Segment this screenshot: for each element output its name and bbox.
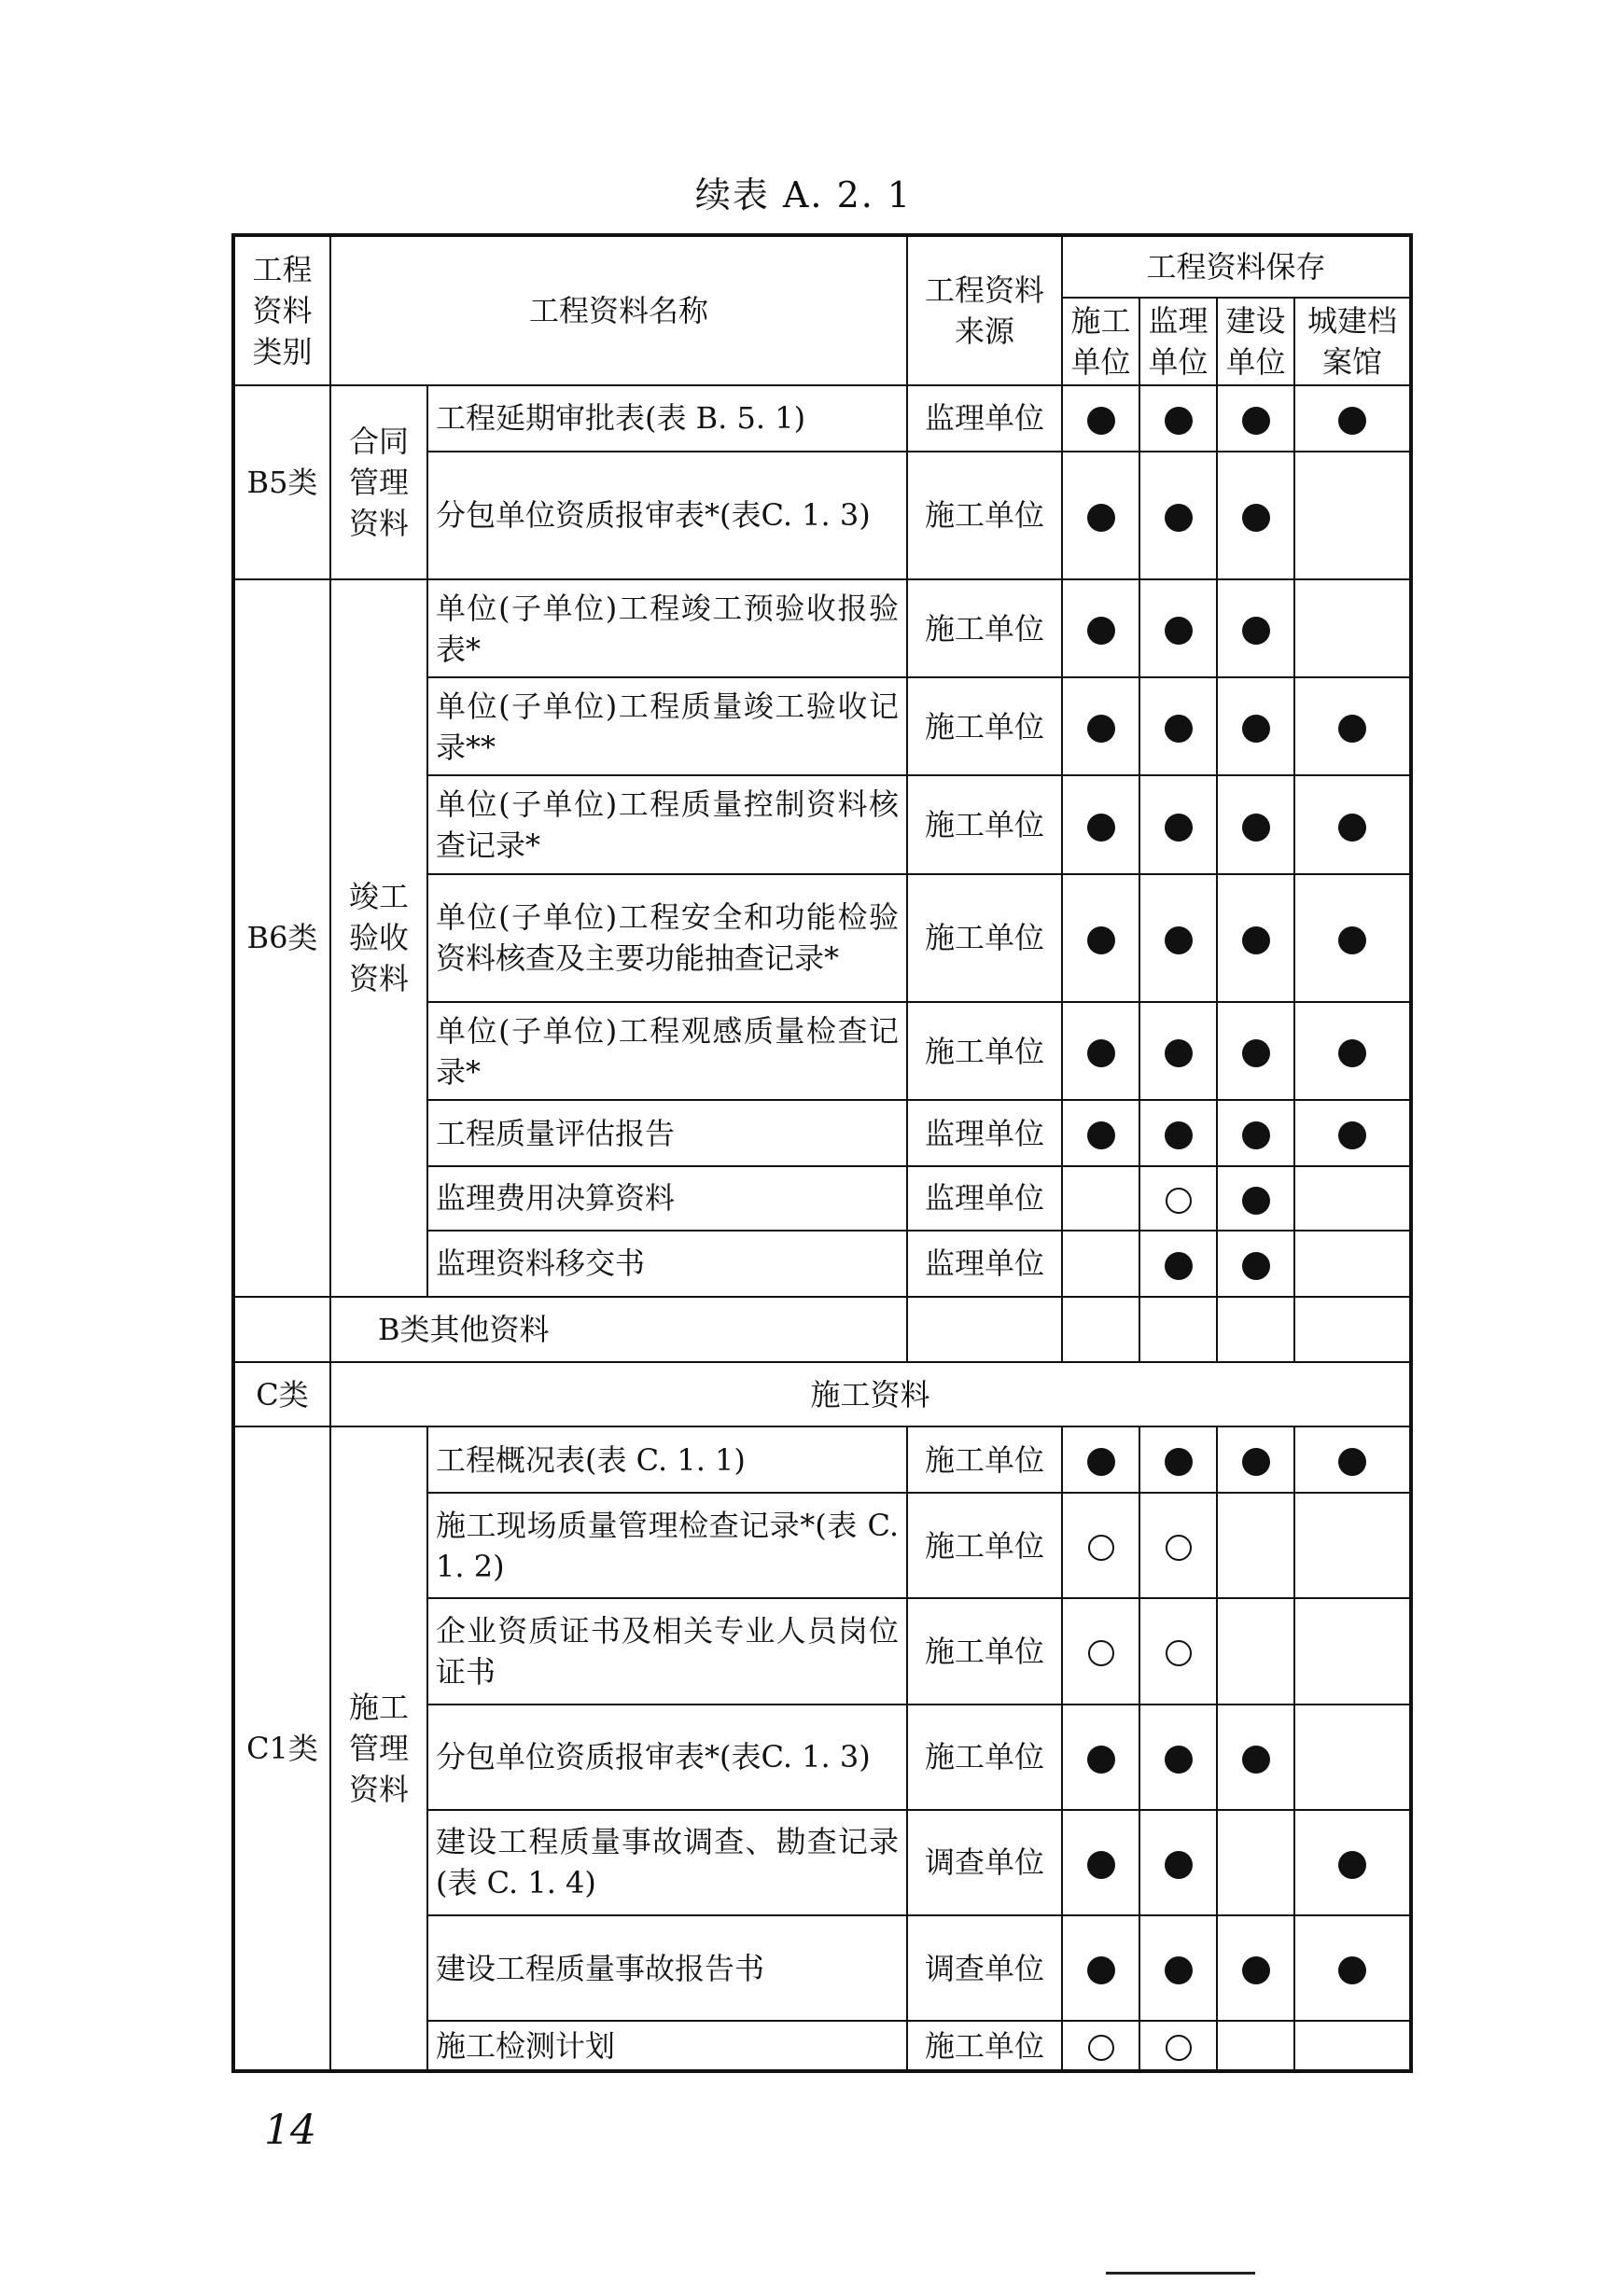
filled-circle-icon: [1165, 1039, 1193, 1067]
mark-cell-owner: [1217, 1598, 1294, 1704]
mark-cell-archive: [1294, 1493, 1411, 1598]
source-cell: 施工单位: [907, 579, 1062, 677]
filled-circle-icon: [1087, 715, 1115, 743]
mark-cell-owner: [1217, 1231, 1294, 1297]
mark-cell-supervision: [1139, 2021, 1217, 2071]
document-name-cell: 工程概况表(表 C. 1. 1): [427, 1426, 907, 1493]
source-cell: 施工单位: [907, 452, 1062, 580]
filled-circle-icon: [1087, 1039, 1115, 1067]
mark-cell-owner: [1217, 1915, 1294, 2021]
category-c: C类: [233, 1362, 330, 1426]
mark-cell-construction: [1062, 1002, 1139, 1100]
document-name-cell: 工程延期审批表(表 B. 5. 1): [427, 385, 907, 452]
filled-circle-icon: [1242, 814, 1270, 842]
mark-cell-construction: [1062, 385, 1139, 452]
filled-circle-icon: [1165, 715, 1193, 743]
subcategory-b6: 竣工验收资料: [330, 579, 427, 1297]
mark-cell-construction: [1062, 1705, 1139, 1810]
filled-circle-icon: [1165, 814, 1193, 842]
mark-cell-owner: [1217, 1002, 1294, 1100]
mark-cell-construction: [1062, 452, 1139, 580]
category-c1: C1类: [233, 1426, 330, 2071]
filled-circle-icon: [1338, 715, 1366, 743]
filled-circle-icon: [1242, 1039, 1270, 1067]
header-col-supervision: 监理单位: [1139, 298, 1217, 385]
mark-cell-supervision: [1139, 1598, 1217, 1704]
document-name-cell: 建设工程质量事故报告书: [427, 1915, 907, 2021]
footer-rule: [1106, 2272, 1255, 2275]
mark-cell-owner: [1217, 1493, 1294, 1598]
document-name-cell: 单位(子单位)工程观感质量检查记录*: [427, 1002, 907, 1100]
mark-cell-archive: [1294, 1598, 1411, 1704]
mark-cell-supervision: [1139, 1426, 1217, 1493]
source-cell: 施工单位: [907, 1426, 1062, 1493]
mark-cell-archive: [1294, 1100, 1411, 1166]
filled-circle-icon: [1338, 1448, 1366, 1476]
filled-circle-icon: [1338, 926, 1366, 954]
filled-circle-icon: [1087, 504, 1115, 532]
document-name-cell: 单位(子单位)工程竣工预验收报验表*: [427, 579, 907, 677]
filled-circle-icon: [1242, 1187, 1270, 1215]
mark-cell-owner: [1217, 2021, 1294, 2071]
source-cell: 施工单位: [907, 1705, 1062, 1810]
source-cell: 监理单位: [907, 1166, 1062, 1231]
source-cell: 监理单位: [907, 385, 1062, 452]
mark-cell-construction: [1062, 1166, 1139, 1231]
mark-cell-supervision: [1139, 1002, 1217, 1100]
category-b5: B5类: [233, 385, 330, 579]
filled-circle-icon: [1087, 1851, 1115, 1879]
document-name-cell: 单位(子单位)工程安全和功能检验资料核查及主要功能抽查记录*: [427, 874, 907, 1003]
mark-cell-construction: [1062, 874, 1139, 1003]
mark-cell-owner: [1217, 775, 1294, 873]
mark-cell-construction: [1062, 1598, 1139, 1704]
hollow-circle-icon: [1088, 1535, 1114, 1561]
b-other-row: [233, 1297, 1411, 1363]
filled-circle-icon: [1242, 1121, 1270, 1149]
source-cell: 施工单位: [907, 2021, 1062, 2071]
category-b6: B6类: [233, 579, 330, 1297]
mark-cell-owner: [1217, 1166, 1294, 1231]
mark-cell-owner: [1217, 385, 1294, 452]
mark-cell-construction: [1062, 1810, 1139, 1915]
document-name-cell: 施工检测计划: [427, 2021, 907, 2071]
document-name-cell: 单位(子单位)工程质量控制资料核查记录*: [427, 775, 907, 873]
mark-cell-construction: [1062, 2021, 1139, 2071]
header-source: 工程资料来源: [907, 235, 1062, 385]
document-name-cell: 监理费用决算资料: [427, 1166, 907, 1231]
mark-cell-owner: [1217, 677, 1294, 775]
filled-circle-icon: [1242, 1448, 1270, 1476]
subcategory-b5: 合同管理资料: [330, 385, 427, 579]
table-caption: 续表 A. 2. 1: [694, 174, 913, 216]
mark-cell-owner: [1217, 579, 1294, 677]
filled-circle-icon: [1338, 1121, 1366, 1149]
mark-cell-owner: [1217, 874, 1294, 1003]
mark-cell-construction: [1062, 775, 1139, 873]
filled-circle-icon: [1165, 504, 1193, 532]
source-cell: 施工单位: [907, 775, 1062, 873]
filled-circle-icon: [1242, 407, 1270, 435]
mark-cell-supervision: [1139, 1810, 1217, 1915]
source-cell: 调查单位: [907, 1810, 1062, 1915]
mark-cell-archive: [1294, 1705, 1411, 1810]
filled-circle-icon: [1165, 926, 1193, 954]
mark-cell-archive: [1294, 1002, 1411, 1100]
source-cell: 施工单位: [907, 677, 1062, 775]
mark-cell-supervision: [1139, 1915, 1217, 2021]
filled-circle-icon: [1165, 617, 1193, 645]
document-name-cell: 工程质量评估报告: [427, 1100, 907, 1166]
mark-cell-supervision: [1139, 677, 1217, 775]
mark-cell-owner: [1217, 1426, 1294, 1493]
filled-circle-icon: [1165, 1252, 1193, 1280]
mark-cell-supervision: [1139, 775, 1217, 873]
source-cell: 施工单位: [907, 1598, 1062, 1704]
hollow-circle-icon: [1166, 2035, 1192, 2061]
c-section-title: 施工资料: [330, 1362, 1411, 1426]
mark-cell-archive: [1294, 1810, 1411, 1915]
mark-cell-owner: [1217, 1705, 1294, 1810]
hollow-circle-icon: [1088, 1640, 1114, 1666]
mark-cell-archive: [1294, 385, 1411, 452]
source-cell: 施工单位: [907, 874, 1062, 1003]
filled-circle-icon: [1087, 1746, 1115, 1774]
filled-circle-icon: [1242, 1252, 1270, 1280]
filled-circle-icon: [1165, 1851, 1193, 1879]
filled-circle-icon: [1165, 407, 1193, 435]
filled-circle-icon: [1338, 814, 1366, 842]
filled-circle-icon: [1087, 1956, 1115, 1984]
mark-cell-supervision: [1139, 1493, 1217, 1598]
header-storage: 工程资料保存: [1062, 235, 1411, 298]
filled-circle-icon: [1087, 407, 1115, 435]
page-number: 14: [264, 2107, 316, 2154]
filled-circle-icon: [1338, 1851, 1366, 1879]
document-name-cell: 施工现场质量管理检查记录*(表 C. 1. 2): [427, 1493, 907, 1598]
filled-circle-icon: [1087, 814, 1115, 842]
document-name-cell: 分包单位资质报审表*(表C. 1. 3): [427, 452, 907, 580]
document-name-cell: 分包单位资质报审表*(表C. 1. 3): [427, 1705, 907, 1810]
mark-cell-supervision: [1139, 1166, 1217, 1231]
mark-cell-construction: [1062, 677, 1139, 775]
hollow-circle-icon: [1088, 2035, 1114, 2061]
filled-circle-icon: [1242, 617, 1270, 645]
archive-table: [231, 233, 1413, 2073]
filled-circle-icon: [1338, 407, 1366, 435]
mark-cell-archive: [1294, 677, 1411, 775]
document-name-cell: 单位(子单位)工程质量竣工验收记录**: [427, 677, 907, 775]
filled-circle-icon: [1087, 1448, 1115, 1476]
subcategory-c1: 施工管理资料: [330, 1426, 427, 2071]
filled-circle-icon: [1242, 926, 1270, 954]
mark-cell-archive: [1294, 452, 1411, 580]
mark-cell-archive: [1294, 1426, 1411, 1493]
source-cell: 调查单位: [907, 1915, 1062, 2021]
mark-cell-archive: [1294, 775, 1411, 873]
table-row: [233, 579, 1411, 677]
filled-circle-icon: [1165, 1746, 1193, 1774]
mark-cell-archive: [1294, 1915, 1411, 2021]
filled-circle-icon: [1338, 1039, 1366, 1067]
hollow-circle-icon: [1166, 1188, 1192, 1214]
source-cell: 监理单位: [907, 1100, 1062, 1166]
header-col-construction: 施工单位: [1062, 298, 1139, 385]
mark-cell-construction: [1062, 1426, 1139, 1493]
mark-cell-owner: [1217, 452, 1294, 580]
mark-cell-owner: [1217, 1810, 1294, 1915]
c-section-row: [233, 1362, 1411, 1426]
filled-circle-icon: [1087, 617, 1115, 645]
header-name: 工程资料名称: [330, 235, 907, 385]
header-row: [233, 235, 1411, 298]
source-cell: 监理单位: [907, 1231, 1062, 1297]
header-col-archive: 城建档案馆: [1294, 298, 1411, 385]
header-col-owner: 建设单位: [1217, 298, 1294, 385]
mark-cell-construction: [1062, 1231, 1139, 1297]
document-name-cell: 监理资料移交书: [427, 1231, 907, 1297]
filled-circle-icon: [1242, 1956, 1270, 1984]
filled-circle-icon: [1338, 1956, 1366, 1984]
mark-cell-supervision: [1139, 1231, 1217, 1297]
mark-cell-archive: [1294, 874, 1411, 1003]
mark-cell-supervision: [1139, 1100, 1217, 1166]
mark-cell-supervision: [1139, 579, 1217, 677]
filled-circle-icon: [1242, 1746, 1270, 1774]
hollow-circle-icon: [1166, 1535, 1192, 1561]
hollow-circle-icon: [1166, 1640, 1192, 1666]
header-category: 工程资料类别: [233, 235, 330, 385]
filled-circle-icon: [1087, 1121, 1115, 1149]
mark-cell-construction: [1062, 1493, 1139, 1598]
document-name-cell: 企业资质证书及相关专业人员岗位证书: [427, 1598, 907, 1704]
source-cell: 施工单位: [907, 1493, 1062, 1598]
mark-cell-construction: [1062, 1915, 1139, 2021]
mark-cell-owner: [1217, 1100, 1294, 1166]
mark-cell-supervision: [1139, 874, 1217, 1003]
filled-circle-icon: [1165, 1121, 1193, 1149]
mark-cell-archive: [1294, 1166, 1411, 1231]
filled-circle-icon: [1165, 1448, 1193, 1476]
source-cell: 施工单位: [907, 1002, 1062, 1100]
mark-cell-archive: [1294, 579, 1411, 677]
filled-circle-icon: [1242, 504, 1270, 532]
filled-circle-icon: [1165, 1956, 1193, 1984]
document-name-cell: 建设工程质量事故调查、勘查记录(表 C. 1. 4): [427, 1810, 907, 1915]
b-other-label: B类其他资料: [330, 1297, 907, 1363]
mark-cell-supervision: [1139, 385, 1217, 452]
mark-cell-archive: [1294, 2021, 1411, 2071]
mark-cell-supervision: [1139, 452, 1217, 580]
filled-circle-icon: [1242, 715, 1270, 743]
mark-cell-archive: [1294, 1231, 1411, 1297]
table-row: [233, 385, 1411, 452]
mark-cell-construction: [1062, 1100, 1139, 1166]
filled-circle-icon: [1087, 926, 1115, 954]
mark-cell-construction: [1062, 579, 1139, 677]
mark-cell-supervision: [1139, 1705, 1217, 1810]
table-row: [233, 1426, 1411, 1493]
